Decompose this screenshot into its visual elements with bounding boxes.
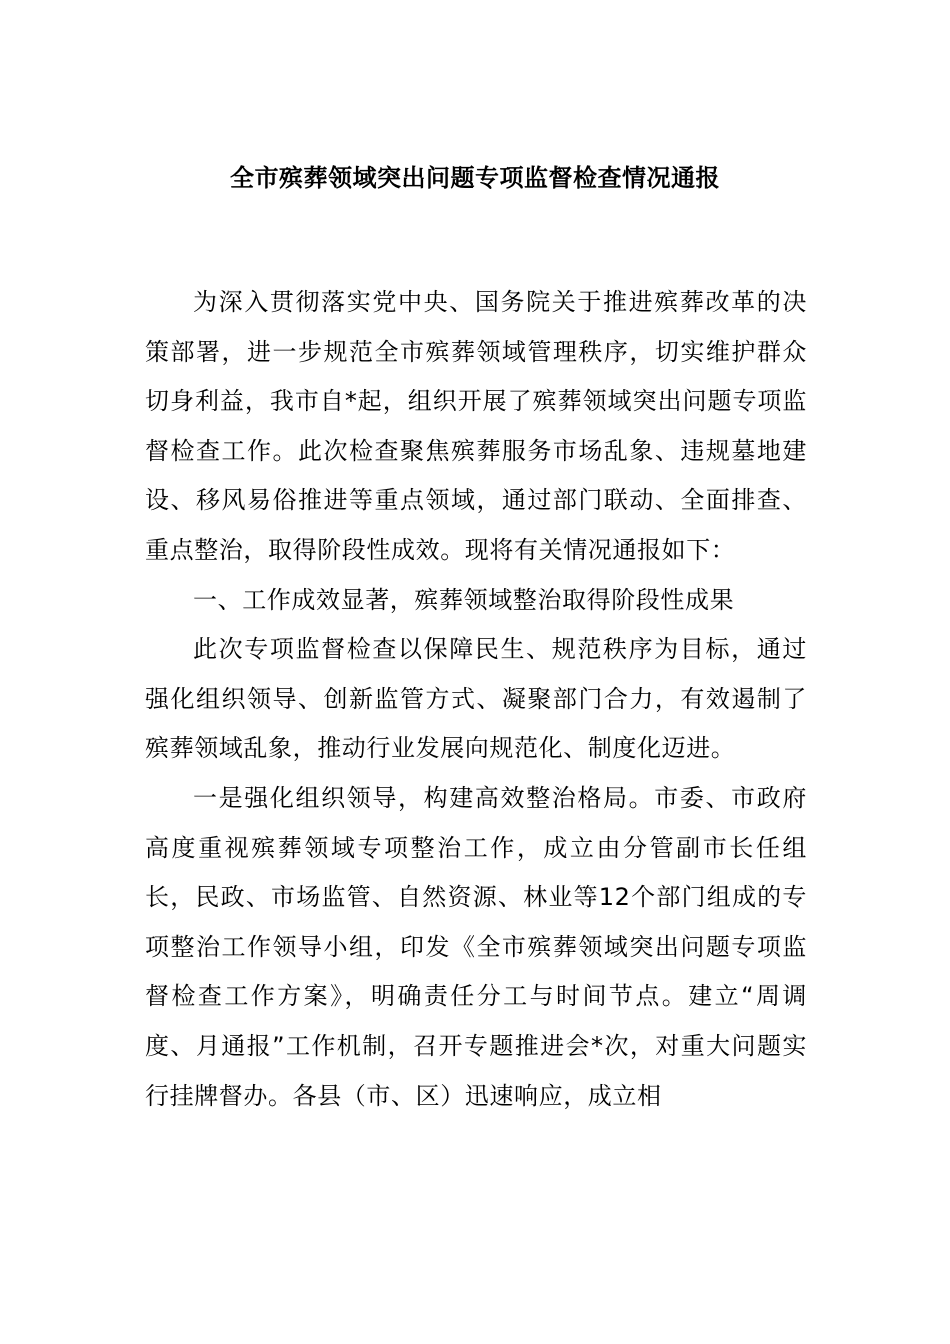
document-title: 全市殡葬领域突出问题专项监督检查情况通报 (230, 164, 720, 192)
section-heading-1: 一、工作成效显著，殡葬领域整治取得阶段性成果 (193, 585, 735, 614)
section-summary-paragraph: 此次专项监督检查以保障民生、规范秩序为目标，通过强化组织领导、创新监管方式、凝聚部门合力，有效遏制了殡葬领域乱象，推动行业发展向规范化、制度化迈进。 (145, 635, 807, 763)
organization-paragraph: 一是强化组织领导，构建高效整治格局。市委、市政府高度重视殡葬领域专项整治工作，成立由分管副市长任组长，民政、市场监管、自然资源、林业等12个部门组成的专项整治工作领导小组，印发《全市殡葬领域突出问题专项监督检查工作方案》，明确责任分工与时间节点。建立“周调度、月通报”工作机制，召开专题推进会*次，对重大问题实行挂牌督办。各县（市、区）迅速响应，成立相 (145, 783, 807, 1110)
intro-paragraph: 为深入贯彻落实党中央、国务院关于推进殡葬改革的决策部署，进一步规范全市殡葬领域管理秩序，切实维护群众切身利益，我市自*起，组织开展了殡葬领域突出问题专项监督检查工作。此次检查聚焦殡葬服务市场乱象、违规墓地建设、移风易俗推进等重点领域，通过部门联动、全面排查、重点整治，取得阶段性成效。现将有关情况通报如下： (145, 288, 807, 564)
document-body (145, 278, 807, 1121)
